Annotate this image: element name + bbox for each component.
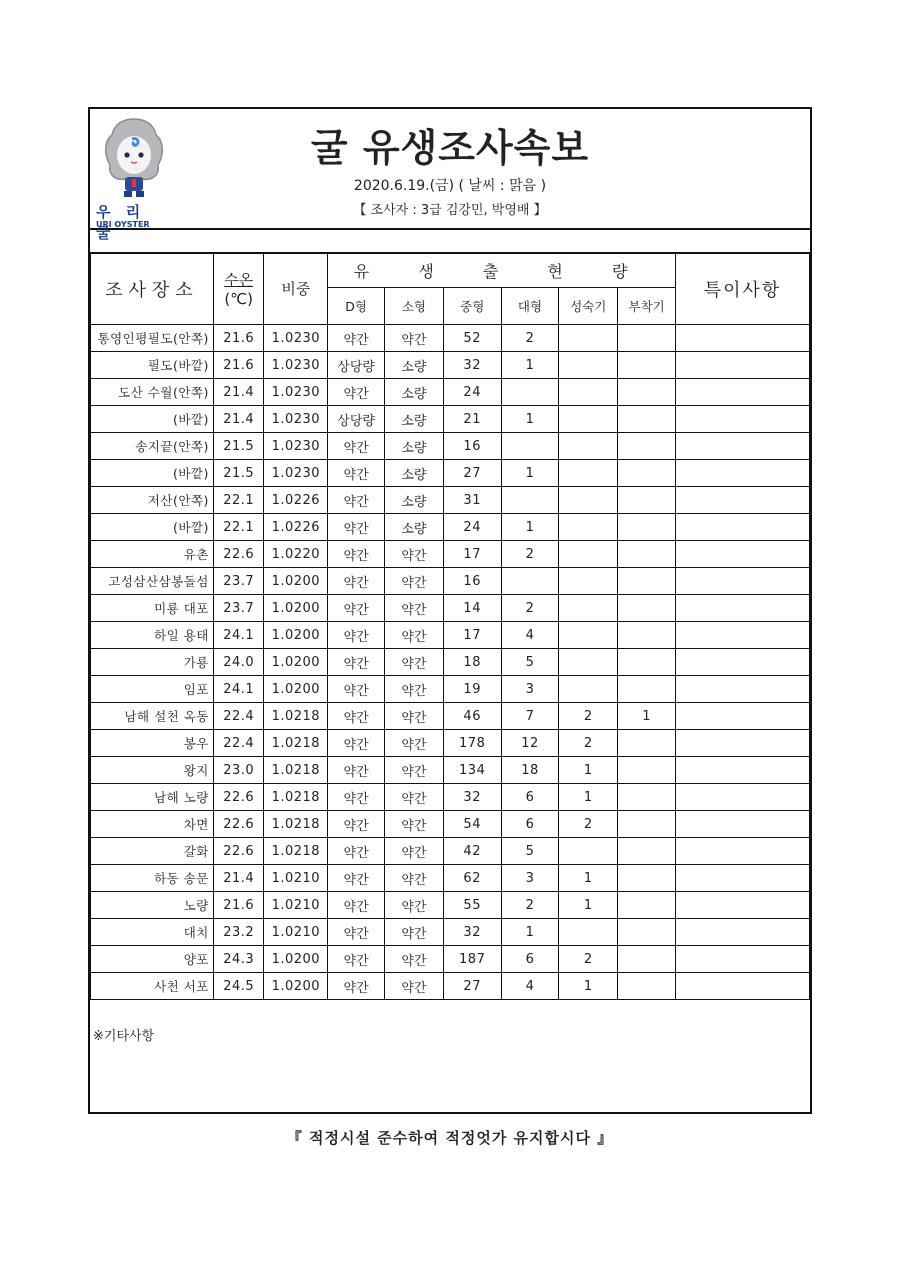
cell-place: (바깥) bbox=[91, 406, 214, 433]
cell-gravity: 1.0210 bbox=[264, 892, 328, 919]
cell-gravity: 1.0218 bbox=[264, 703, 328, 730]
cell-place: 봉우 bbox=[91, 730, 214, 757]
cell-medium: 27 bbox=[443, 973, 501, 1000]
cell-medium: 18 bbox=[443, 649, 501, 676]
cell-attach bbox=[618, 379, 676, 406]
cell-attach bbox=[618, 433, 676, 460]
cell-mature bbox=[559, 325, 618, 352]
table-row bbox=[91, 514, 810, 541]
table-row bbox=[91, 622, 810, 649]
cell-medium: 24 bbox=[443, 514, 501, 541]
logo-subtext: URI OYSTER bbox=[96, 220, 150, 229]
cell-gravity: 1.0226 bbox=[264, 514, 328, 541]
cell-d-type: 약간 bbox=[328, 595, 385, 622]
other-notes: ※기타사항 bbox=[93, 1029, 155, 1044]
cell-remark bbox=[676, 487, 810, 514]
cell-remark bbox=[676, 784, 810, 811]
cell-small: 소량 bbox=[385, 406, 444, 433]
cell-large: 6 bbox=[501, 784, 559, 811]
table-row bbox=[91, 649, 810, 676]
cell-small: 약간 bbox=[385, 649, 444, 676]
blank-row bbox=[90, 230, 810, 254]
cell-place: 사천 서포 bbox=[91, 973, 214, 1000]
cell-place: 남해 노량 bbox=[91, 784, 214, 811]
cell-gravity: 1.0200 bbox=[264, 676, 328, 703]
cell-remark bbox=[676, 973, 810, 1000]
page-title: 굴 유생조사속보 bbox=[310, 126, 590, 170]
cell-temp: 22.6 bbox=[213, 541, 264, 568]
cell-place: 도산 수월(안쪽) bbox=[91, 379, 214, 406]
cell-remark bbox=[676, 379, 810, 406]
cell-d-type: 약간 bbox=[328, 460, 385, 487]
table-row bbox=[91, 865, 810, 892]
cell-large: 6 bbox=[501, 811, 559, 838]
cell-attach bbox=[618, 487, 676, 514]
cell-large: 1 bbox=[501, 514, 559, 541]
cell-temp: 23.2 bbox=[213, 919, 264, 946]
cell-place: 하일 용태 bbox=[91, 622, 214, 649]
cell-large: 1 bbox=[501, 406, 559, 433]
cell-gravity: 1.0220 bbox=[264, 541, 328, 568]
cell-place: 남해 설천 옥동 bbox=[91, 703, 214, 730]
table-row bbox=[91, 730, 810, 757]
cell-large: 1 bbox=[501, 460, 559, 487]
cell-temp: 24.3 bbox=[213, 946, 264, 973]
cell-small: 약간 bbox=[385, 919, 444, 946]
cell-temp: 21.4 bbox=[213, 379, 264, 406]
cell-attach bbox=[618, 838, 676, 865]
cell-attach bbox=[618, 757, 676, 784]
cell-small: 약간 bbox=[385, 622, 444, 649]
cell-mature bbox=[559, 649, 618, 676]
cell-temp: 22.6 bbox=[213, 838, 264, 865]
cell-mature bbox=[559, 919, 618, 946]
cell-mature: 1 bbox=[559, 784, 618, 811]
table-row bbox=[91, 325, 810, 352]
cell-small: 약간 bbox=[385, 838, 444, 865]
cell-gravity: 1.0200 bbox=[264, 568, 328, 595]
cell-large: 7 bbox=[501, 703, 559, 730]
cell-small: 소량 bbox=[385, 352, 444, 379]
cell-large: 3 bbox=[501, 865, 559, 892]
table-row bbox=[91, 892, 810, 919]
cell-medium: 32 bbox=[443, 919, 501, 946]
table-row bbox=[91, 676, 810, 703]
table-row bbox=[91, 757, 810, 784]
cell-gravity: 1.0218 bbox=[264, 757, 328, 784]
cell-place: 고성삼산삼봉돌섬 bbox=[91, 568, 214, 595]
cell-gravity: 1.0230 bbox=[264, 433, 328, 460]
cell-place: (바깥) bbox=[91, 514, 214, 541]
cell-small: 약간 bbox=[385, 973, 444, 1000]
cell-medium: 31 bbox=[443, 487, 501, 514]
cell-d-type: 약간 bbox=[328, 865, 385, 892]
cell-remark bbox=[676, 514, 810, 541]
cell-gravity: 1.0230 bbox=[264, 352, 328, 379]
cell-temp: 24.1 bbox=[213, 622, 264, 649]
cell-mature bbox=[559, 406, 618, 433]
cell-mature bbox=[559, 622, 618, 649]
cell-large: 2 bbox=[501, 892, 559, 919]
larvae-survey-table bbox=[90, 252, 810, 1000]
table-row bbox=[91, 541, 810, 568]
cell-gravity: 1.0200 bbox=[264, 973, 328, 1000]
cell-d-type: 상당량 bbox=[328, 406, 385, 433]
cell-medium: 54 bbox=[443, 811, 501, 838]
cell-d-type: 약간 bbox=[328, 541, 385, 568]
cell-large bbox=[501, 568, 559, 595]
cell-d-type: 약간 bbox=[328, 433, 385, 460]
cell-large bbox=[501, 433, 559, 460]
cell-gravity: 1.0230 bbox=[264, 379, 328, 406]
cell-temp: 22.1 bbox=[213, 487, 264, 514]
cell-small: 약간 bbox=[385, 595, 444, 622]
cell-remark bbox=[676, 568, 810, 595]
cell-small: 약간 bbox=[385, 892, 444, 919]
cell-gravity: 1.0218 bbox=[264, 784, 328, 811]
cell-large bbox=[501, 487, 559, 514]
cell-attach bbox=[618, 514, 676, 541]
header-attach: 부착기 bbox=[618, 288, 676, 325]
cell-remark bbox=[676, 811, 810, 838]
cell-small: 소량 bbox=[385, 460, 444, 487]
cell-small: 약간 bbox=[385, 811, 444, 838]
table-row bbox=[91, 811, 810, 838]
cell-d-type: 약간 bbox=[328, 919, 385, 946]
cell-medium: 16 bbox=[443, 433, 501, 460]
cell-mature bbox=[559, 568, 618, 595]
report-sheet bbox=[88, 107, 812, 1114]
cell-attach bbox=[618, 784, 676, 811]
cell-remark bbox=[676, 649, 810, 676]
cell-medium: 19 bbox=[443, 676, 501, 703]
cell-attach bbox=[618, 811, 676, 838]
cell-attach bbox=[618, 730, 676, 757]
cell-medium: 14 bbox=[443, 595, 501, 622]
cell-place: 송지끝(안쪽) bbox=[91, 433, 214, 460]
cell-temp: 23.7 bbox=[213, 595, 264, 622]
cell-d-type: 약간 bbox=[328, 811, 385, 838]
cell-small: 소량 bbox=[385, 514, 444, 541]
cell-medium: 178 bbox=[443, 730, 501, 757]
table-row bbox=[91, 595, 810, 622]
cell-temp: 21.4 bbox=[213, 406, 264, 433]
table-row bbox=[91, 379, 810, 406]
cell-gravity: 1.0230 bbox=[264, 325, 328, 352]
cell-remark bbox=[676, 946, 810, 973]
cell-temp: 21.5 bbox=[213, 433, 264, 460]
cell-place: 노량 bbox=[91, 892, 214, 919]
cell-mature: 2 bbox=[559, 946, 618, 973]
cell-medium: 27 bbox=[443, 460, 501, 487]
cell-place: 미룡 대포 bbox=[91, 595, 214, 622]
cell-d-type: 약간 bbox=[328, 757, 385, 784]
cell-remark bbox=[676, 703, 810, 730]
cell-large: 6 bbox=[501, 946, 559, 973]
cell-small: 약간 bbox=[385, 946, 444, 973]
cell-d-type: 약간 bbox=[328, 325, 385, 352]
cell-mature bbox=[559, 514, 618, 541]
cell-d-type: 약간 bbox=[328, 946, 385, 973]
cell-attach: 1 bbox=[618, 703, 676, 730]
cell-mature bbox=[559, 541, 618, 568]
cell-attach bbox=[618, 649, 676, 676]
header-place: 조사장소 bbox=[91, 253, 214, 325]
cell-remark bbox=[676, 919, 810, 946]
cell-place: 저산(안쪽) bbox=[91, 487, 214, 514]
cell-remark bbox=[676, 892, 810, 919]
cell-temp: 22.6 bbox=[213, 811, 264, 838]
cell-d-type: 약간 bbox=[328, 973, 385, 1000]
cell-mature bbox=[559, 433, 618, 460]
cell-attach bbox=[618, 568, 676, 595]
cell-large: 1 bbox=[501, 919, 559, 946]
cell-small: 약간 bbox=[385, 325, 444, 352]
cell-attach bbox=[618, 919, 676, 946]
cell-remark bbox=[676, 352, 810, 379]
cell-place: 양포 bbox=[91, 946, 214, 973]
cell-gravity: 1.0230 bbox=[264, 460, 328, 487]
cell-mature bbox=[559, 460, 618, 487]
cell-attach bbox=[618, 676, 676, 703]
cell-place: 갈화 bbox=[91, 838, 214, 865]
cell-medium: 17 bbox=[443, 622, 501, 649]
header-temp-label: 수온 bbox=[224, 271, 254, 289]
cell-medium: 187 bbox=[443, 946, 501, 973]
cell-large bbox=[501, 379, 559, 406]
cell-temp: 22.4 bbox=[213, 703, 264, 730]
cell-remark bbox=[676, 541, 810, 568]
cell-place: (바깥) bbox=[91, 460, 214, 487]
table-row bbox=[91, 487, 810, 514]
cell-small: 약간 bbox=[385, 730, 444, 757]
cell-attach bbox=[618, 406, 676, 433]
cell-large: 1 bbox=[501, 352, 559, 379]
cell-medium: 55 bbox=[443, 892, 501, 919]
cell-attach bbox=[618, 622, 676, 649]
cell-remark bbox=[676, 460, 810, 487]
cell-mature bbox=[559, 379, 618, 406]
cell-d-type: 약간 bbox=[328, 622, 385, 649]
cell-medium: 32 bbox=[443, 784, 501, 811]
cell-temp: 23.0 bbox=[213, 757, 264, 784]
cell-large: 5 bbox=[501, 649, 559, 676]
cell-remark bbox=[676, 595, 810, 622]
cell-gravity: 1.0226 bbox=[264, 487, 328, 514]
header-large: 대형 bbox=[501, 288, 559, 325]
report-header bbox=[90, 109, 810, 242]
cell-gravity: 1.0230 bbox=[264, 406, 328, 433]
cell-gravity: 1.0218 bbox=[264, 838, 328, 865]
footer-slogan: 『 적정시설 준수하여 적정엇가 유지합시다 』 bbox=[286, 1129, 614, 1147]
cell-mature bbox=[559, 595, 618, 622]
cell-gravity: 1.0210 bbox=[264, 919, 328, 946]
header-mature: 성숙기 bbox=[559, 288, 618, 325]
cell-attach bbox=[618, 973, 676, 1000]
cell-small: 소량 bbox=[385, 379, 444, 406]
cell-gravity: 1.0200 bbox=[264, 649, 328, 676]
cell-remark bbox=[676, 730, 810, 757]
cell-temp: 21.6 bbox=[213, 892, 264, 919]
table-row bbox=[91, 568, 810, 595]
cell-attach bbox=[618, 946, 676, 973]
table-row bbox=[91, 838, 810, 865]
cell-remark bbox=[676, 865, 810, 892]
cell-small: 약간 bbox=[385, 865, 444, 892]
cell-mature bbox=[559, 487, 618, 514]
cell-small: 약간 bbox=[385, 703, 444, 730]
cell-medium: 17 bbox=[443, 541, 501, 568]
cell-d-type: 약간 bbox=[328, 892, 385, 919]
cell-small: 소량 bbox=[385, 487, 444, 514]
cell-d-type: 약간 bbox=[328, 703, 385, 730]
cell-remark bbox=[676, 325, 810, 352]
cell-d-type: 약간 bbox=[328, 676, 385, 703]
cell-medium: 52 bbox=[443, 325, 501, 352]
cell-place: 가룡 bbox=[91, 649, 214, 676]
cell-mature: 2 bbox=[559, 730, 618, 757]
table-row bbox=[91, 703, 810, 730]
cell-attach bbox=[618, 460, 676, 487]
header-temp-unit: (℃) bbox=[224, 290, 253, 308]
cell-large: 4 bbox=[501, 622, 559, 649]
cell-medium: 42 bbox=[443, 838, 501, 865]
cell-mature: 1 bbox=[559, 973, 618, 1000]
cell-large: 5 bbox=[501, 838, 559, 865]
cell-large: 2 bbox=[501, 325, 559, 352]
cell-attach bbox=[618, 352, 676, 379]
cell-d-type: 약간 bbox=[328, 487, 385, 514]
cell-temp: 21.4 bbox=[213, 865, 264, 892]
cell-attach bbox=[618, 865, 676, 892]
cell-remark bbox=[676, 433, 810, 460]
cell-place: 왕지 bbox=[91, 757, 214, 784]
cell-gravity: 1.0200 bbox=[264, 622, 328, 649]
cell-d-type: 약간 bbox=[328, 379, 385, 406]
cell-place: 통영인평필도(안쪽) bbox=[91, 325, 214, 352]
cell-mature: 2 bbox=[559, 703, 618, 730]
cell-place: 필도(바깥) bbox=[91, 352, 214, 379]
cell-place: 하동 송문 bbox=[91, 865, 214, 892]
cell-mature bbox=[559, 838, 618, 865]
header-remarks: 특이사항 bbox=[676, 253, 810, 325]
cell-gravity: 1.0210 bbox=[264, 865, 328, 892]
cell-place: 차면 bbox=[91, 811, 214, 838]
cell-small: 약간 bbox=[385, 541, 444, 568]
cell-medium: 46 bbox=[443, 703, 501, 730]
cell-remark bbox=[676, 622, 810, 649]
cell-small: 약간 bbox=[385, 676, 444, 703]
cell-temp: 23.7 bbox=[213, 568, 264, 595]
table-row bbox=[91, 946, 810, 973]
cell-large: 18 bbox=[501, 757, 559, 784]
cell-d-type: 약간 bbox=[328, 784, 385, 811]
table-row bbox=[91, 352, 810, 379]
cell-temp: 24.0 bbox=[213, 649, 264, 676]
cell-remark bbox=[676, 757, 810, 784]
header-small: 소형 bbox=[385, 288, 444, 325]
cell-mature: 2 bbox=[559, 811, 618, 838]
cell-mature bbox=[559, 676, 618, 703]
surveyor: 【 조사자 : 3급 김강민, 박영배 】 bbox=[353, 203, 547, 218]
table-row bbox=[91, 784, 810, 811]
cell-mature bbox=[559, 352, 618, 379]
cell-temp: 21.5 bbox=[213, 460, 264, 487]
cell-temp: 21.6 bbox=[213, 352, 264, 379]
cell-place: 유촌 bbox=[91, 541, 214, 568]
cell-temp: 24.1 bbox=[213, 676, 264, 703]
cell-attach bbox=[618, 595, 676, 622]
cell-large: 3 bbox=[501, 676, 559, 703]
cell-small: 소량 bbox=[385, 433, 444, 460]
table-row bbox=[91, 919, 810, 946]
header-temp bbox=[213, 253, 264, 325]
cell-temp: 22.6 bbox=[213, 784, 264, 811]
cell-small: 약간 bbox=[385, 568, 444, 595]
cell-large: 2 bbox=[501, 541, 559, 568]
cell-place: 대치 bbox=[91, 919, 214, 946]
cell-medium: 62 bbox=[443, 865, 501, 892]
cell-d-type: 약간 bbox=[328, 838, 385, 865]
cell-remark bbox=[676, 406, 810, 433]
cell-gravity: 1.0218 bbox=[264, 730, 328, 757]
header-gravity: 비중 bbox=[264, 253, 328, 325]
cell-large: 12 bbox=[501, 730, 559, 757]
header-medium: 중형 bbox=[443, 288, 501, 325]
cell-temp: 22.4 bbox=[213, 730, 264, 757]
cell-attach bbox=[618, 541, 676, 568]
table-row bbox=[91, 406, 810, 433]
cell-mature: 1 bbox=[559, 757, 618, 784]
cell-mature: 1 bbox=[559, 892, 618, 919]
cell-medium: 24 bbox=[443, 379, 501, 406]
cell-medium: 134 bbox=[443, 757, 501, 784]
cell-d-type: 상당량 bbox=[328, 352, 385, 379]
cell-gravity: 1.0200 bbox=[264, 946, 328, 973]
cell-remark bbox=[676, 838, 810, 865]
cell-gravity: 1.0218 bbox=[264, 811, 328, 838]
cell-small: 약간 bbox=[385, 784, 444, 811]
cell-small: 약간 bbox=[385, 757, 444, 784]
cell-gravity: 1.0200 bbox=[264, 595, 328, 622]
date-weather: 2020.6.19.(금) ( 날씨 : 맑음 ) bbox=[353, 178, 547, 194]
cell-d-type: 약간 bbox=[328, 514, 385, 541]
cell-attach bbox=[618, 325, 676, 352]
cell-mature: 1 bbox=[559, 865, 618, 892]
cell-temp: 24.5 bbox=[213, 973, 264, 1000]
header-d-type: D형 bbox=[328, 288, 385, 325]
cell-d-type: 약간 bbox=[328, 730, 385, 757]
table-row bbox=[91, 433, 810, 460]
cell-place: 임포 bbox=[91, 676, 214, 703]
cell-temp: 21.6 bbox=[213, 325, 264, 352]
cell-d-type: 약간 bbox=[328, 649, 385, 676]
cell-d-type: 약간 bbox=[328, 568, 385, 595]
cell-temp: 22.1 bbox=[213, 514, 264, 541]
logo-text: 우 리 굴 bbox=[96, 203, 146, 242]
cell-large: 4 bbox=[501, 973, 559, 1000]
cell-medium: 32 bbox=[443, 352, 501, 379]
header-larvae-group: 유 생 출 현 량 bbox=[328, 253, 676, 288]
cell-medium: 21 bbox=[443, 406, 501, 433]
cell-remark bbox=[676, 676, 810, 703]
cell-attach bbox=[618, 892, 676, 919]
table-row bbox=[91, 460, 810, 487]
cell-medium: 16 bbox=[443, 568, 501, 595]
cell-large: 2 bbox=[501, 595, 559, 622]
table-row bbox=[91, 973, 810, 1000]
